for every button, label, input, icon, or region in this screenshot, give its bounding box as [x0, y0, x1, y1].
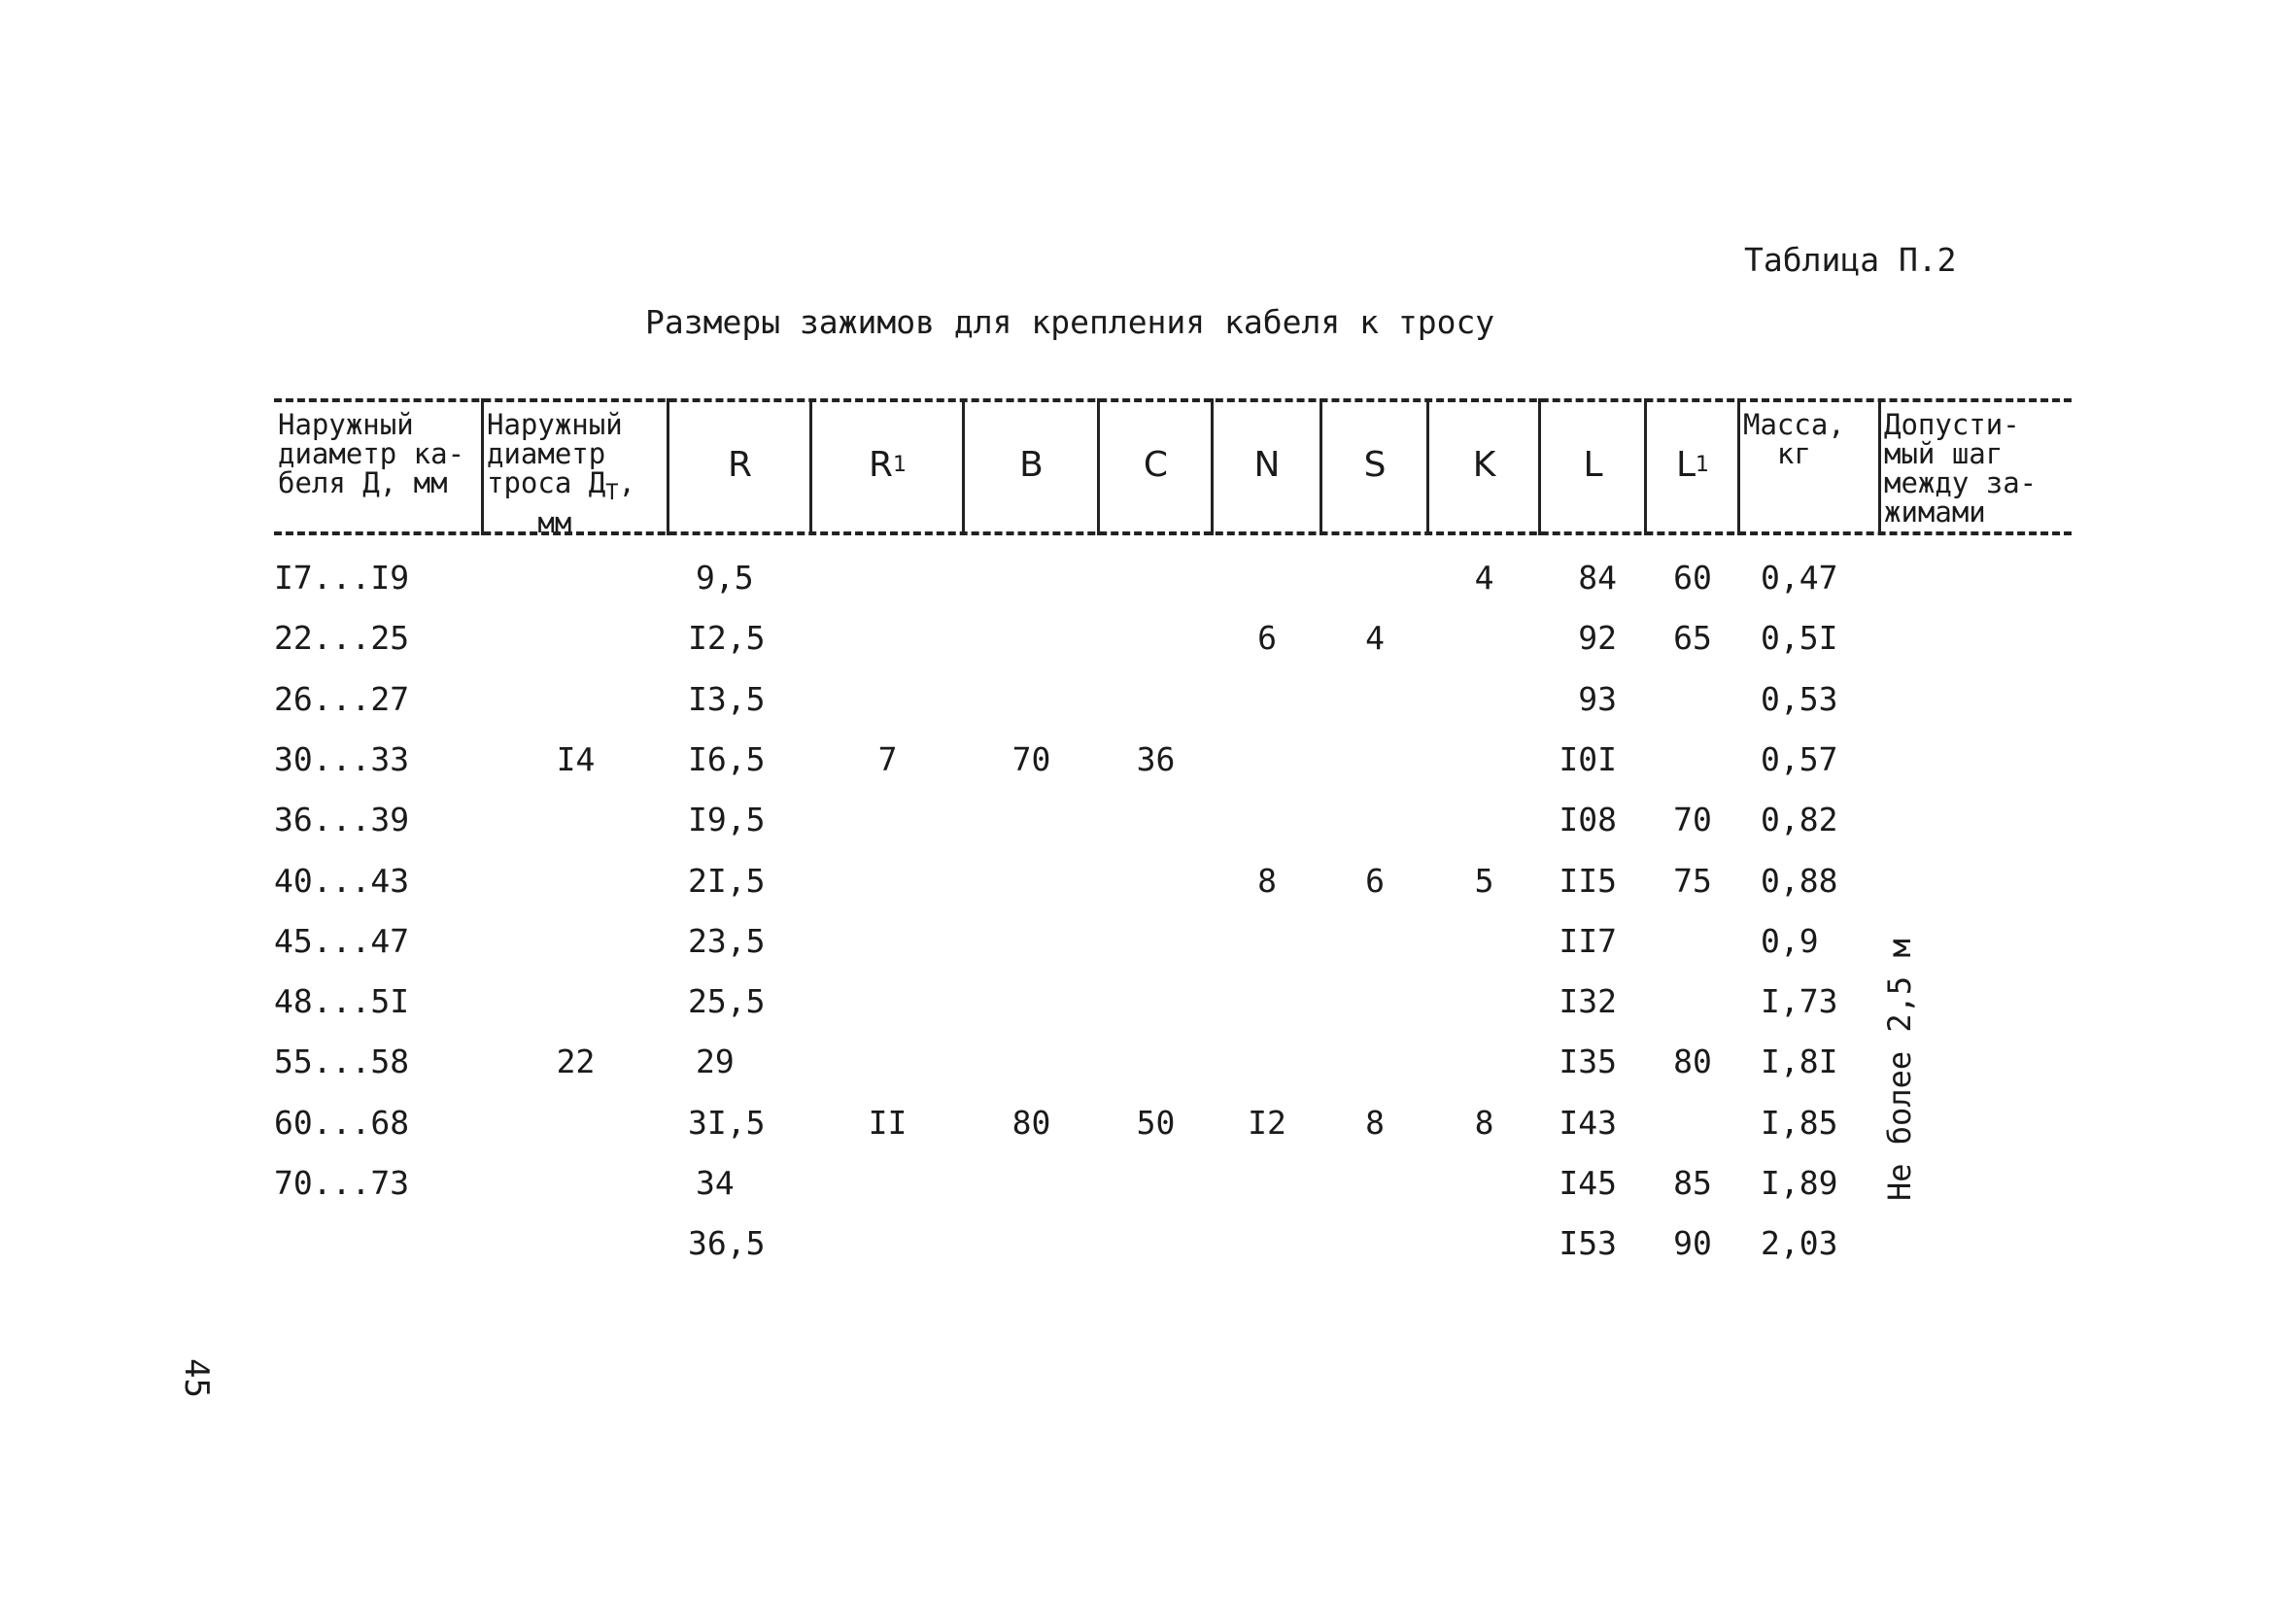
- table-cell-l: II5: [1559, 861, 1617, 900]
- table-cell-l: I53: [1559, 1224, 1617, 1263]
- table-cell-d-cable: 70...73: [274, 1164, 410, 1202]
- table-cell-l1: 75: [1673, 861, 1712, 900]
- table-cell-s: 4: [1365, 619, 1385, 658]
- table-cell-l: I32: [1559, 982, 1617, 1021]
- table-cell-mass: 0,5I: [1761, 619, 1838, 658]
- table-cell-r: 25,5: [688, 982, 766, 1021]
- table-cell-d-cable: 22...25: [274, 619, 410, 658]
- header-l1: L 1: [1675, 445, 1710, 485]
- table-cell-mass: I,8I: [1761, 1043, 1838, 1081]
- header-s: S: [1363, 445, 1387, 485]
- table-cell-k: 8: [1474, 1103, 1494, 1142]
- table-cell-n: I2: [1248, 1103, 1286, 1142]
- table-cell-b: 70: [1011, 739, 1051, 778]
- table-cell-mass: 0,88: [1761, 861, 1838, 900]
- table-cell-l1: 65: [1673, 619, 1712, 658]
- table-cell-d-cable: 60...68: [274, 1103, 410, 1142]
- table-cell-l: I0I: [1559, 739, 1617, 778]
- header-n: N: [1253, 445, 1281, 485]
- header-b: B: [1019, 445, 1044, 485]
- table-cell-r: 23,5: [688, 921, 766, 960]
- table-cell-mass: 0,47: [1761, 559, 1838, 597]
- table-cell-mass: I,89: [1761, 1164, 1838, 1202]
- table-cell-l: 92: [1578, 619, 1617, 658]
- header-c: C: [1143, 445, 1169, 485]
- step-note: Не более 2,5 м: [1881, 939, 1918, 1201]
- table-cell-d-cable: I7...I9: [274, 559, 410, 597]
- table-cell-r: 9,5: [696, 559, 754, 597]
- table-cell-mass: 0,57: [1761, 739, 1838, 778]
- table-cell-d-rope: I4: [556, 739, 596, 778]
- header-r1: R 1: [868, 445, 907, 485]
- table-cell-k: 4: [1474, 559, 1494, 597]
- table-cell-d-cable: 26...27: [274, 679, 410, 718]
- table-cell-mass: 0,82: [1761, 801, 1838, 839]
- header-k: K: [1472, 445, 1496, 485]
- table-cell-r: I6,5: [688, 739, 766, 778]
- table-cell-d-rope: 22: [556, 1043, 596, 1081]
- header-step: Допусти- мый шаг между за- жимами: [1884, 408, 2038, 529]
- table-cell-l1: 80: [1673, 1043, 1712, 1081]
- table-cell-l1: 90: [1673, 1224, 1712, 1263]
- table-cell-r: I3,5: [688, 679, 766, 718]
- page-number: 45: [177, 1358, 216, 1398]
- table-cell-r: I9,5: [688, 801, 766, 839]
- table-cell-l: I08: [1559, 801, 1617, 839]
- table-cell-r1: II: [868, 1103, 908, 1142]
- table-cell-r: 2I,5: [688, 861, 766, 900]
- header-d-rope: Наружный диаметр троса $Д_Т$, мм: [487, 408, 635, 539]
- column-separator: [481, 398, 484, 535]
- table-cell-r: 34: [696, 1164, 735, 1202]
- header-mass: Масса, кг: [1743, 408, 1845, 470]
- column-separator: [1878, 398, 1881, 535]
- table-cell-r: 36,5: [688, 1224, 766, 1263]
- table-cell-d-cable: 45...47: [274, 921, 410, 960]
- table-cell-n: 8: [1257, 861, 1277, 900]
- table-cell-b: 80: [1011, 1103, 1051, 1142]
- table-cell-d-cable: 30...33: [274, 739, 410, 778]
- table-cell-n: 6: [1257, 619, 1277, 658]
- table-cell-k: 5: [1474, 861, 1494, 900]
- table-cell-d-cable: 40...43: [274, 861, 410, 900]
- table-label: Таблица П.2: [1744, 241, 1957, 279]
- table-cell-l: I45: [1559, 1164, 1617, 1202]
- table-cell-l: I35: [1559, 1043, 1617, 1081]
- table-cell-mass: 2,03: [1761, 1224, 1838, 1263]
- table-cell-r: I2,5: [688, 619, 766, 658]
- table-cell-l1: 70: [1673, 801, 1712, 839]
- header-l: L: [1583, 445, 1603, 485]
- table-cell-mass: I,85: [1761, 1103, 1838, 1142]
- table-cell-r: 29: [696, 1043, 735, 1081]
- header-r: R: [727, 445, 752, 485]
- table-cell-l1: 85: [1673, 1164, 1712, 1202]
- header-d-cable: Наружный диаметр ка- беля Д, мм: [278, 408, 465, 499]
- table-cell-d-cable: 36...39: [274, 801, 410, 839]
- table-cell-l: 93: [1578, 679, 1617, 718]
- table-cell-l: I43: [1559, 1103, 1617, 1142]
- table-cell-s: 8: [1365, 1103, 1385, 1142]
- table-cell-d-cable: 55...58: [274, 1043, 410, 1081]
- table-cell-l: 84: [1578, 559, 1617, 597]
- table-cell-r: 3I,5: [688, 1103, 766, 1142]
- table-cell-mass: 0,53: [1761, 679, 1838, 718]
- table-cell-mass: I,73: [1761, 982, 1838, 1021]
- table-cell-s: 6: [1365, 861, 1385, 900]
- table-cell-mass: 0,9: [1761, 921, 1819, 960]
- table-cell-c: 36: [1136, 739, 1176, 778]
- table-cell-l1: 60: [1673, 559, 1712, 597]
- table-cell-c: 50: [1136, 1103, 1176, 1142]
- table-cell-d-cable: 48...5I: [274, 982, 410, 1021]
- table-cell-l: II7: [1559, 921, 1617, 960]
- table-cell-r1: 7: [877, 739, 898, 778]
- table-title: Размеры зажимов для крепления кабеля к тросу: [645, 303, 1495, 341]
